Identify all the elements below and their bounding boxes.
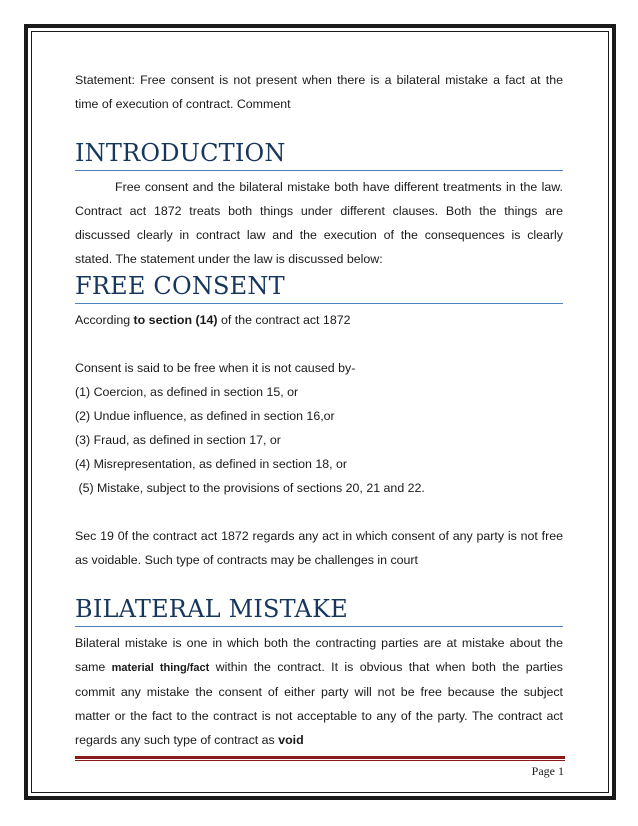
list-item: (2) Undue influence, as defined in section 16,or: [75, 409, 335, 423]
sec19-paragraph: Sec 19 0f the contract act 1872 regards any act in which consent of any party is not free as voidable. Such type of contracts may be challenges in court: [75, 529, 563, 567]
section-reference: to section (14): [133, 313, 218, 327]
footer-rule-thick: [75, 756, 565, 759]
list-item: (3) Fraud, as defined in section 17, or: [75, 433, 281, 447]
heading-introduction: INTRODUCTION: [75, 138, 563, 171]
list-item: (4) Misrepresentation, as defined in section 18, or: [75, 457, 348, 471]
page-number: Page 1: [531, 764, 564, 778]
according-line: According to section (14) of the contract act 1872: [75, 313, 351, 327]
bilateral-paragraph: Bilateral mistake is one in which both the contracting parties are at mistake about the same material thing/fact within the contract. It is obvious that when both the parties commit any mistake the consent of either party will not be free because the subject matter or the fact to the contract is not acceptable to any of the party. The contract act regards any such type of contract as void: [75, 636, 563, 747]
list-item: (5) Mistake, subject to the provisions of sections 20, 21 and 22.: [75, 481, 425, 495]
heading-bilateral-mistake: BILATERAL MISTAKE: [75, 594, 563, 627]
consent-lead: Consent is said to be free when it is not caused by-: [75, 361, 356, 375]
heading-free-consent: FREE CONSENT: [75, 271, 563, 304]
list-item: (1) Coercion, as defined in section 15, or: [75, 385, 299, 399]
document-body: [75, 68, 563, 752]
material-fact-term: material thing/fact: [111, 662, 210, 674]
statement-text: Statement: Free consent is not present when there is a bilateral mistake a fact at the time of execution of contract. Comment: [75, 73, 563, 111]
intro-paragraph: Free consent and the bilateral mistake both have different treatments in the law. Contract act 1872 treats both things under different clauses. Both the things are discussed clearly in contract law and the execution of the consequences is clearly stated. The statement under the law is discussed below:: [75, 180, 563, 266]
footer-rule-thin: [75, 760, 565, 761]
void-term: void: [278, 733, 304, 747]
